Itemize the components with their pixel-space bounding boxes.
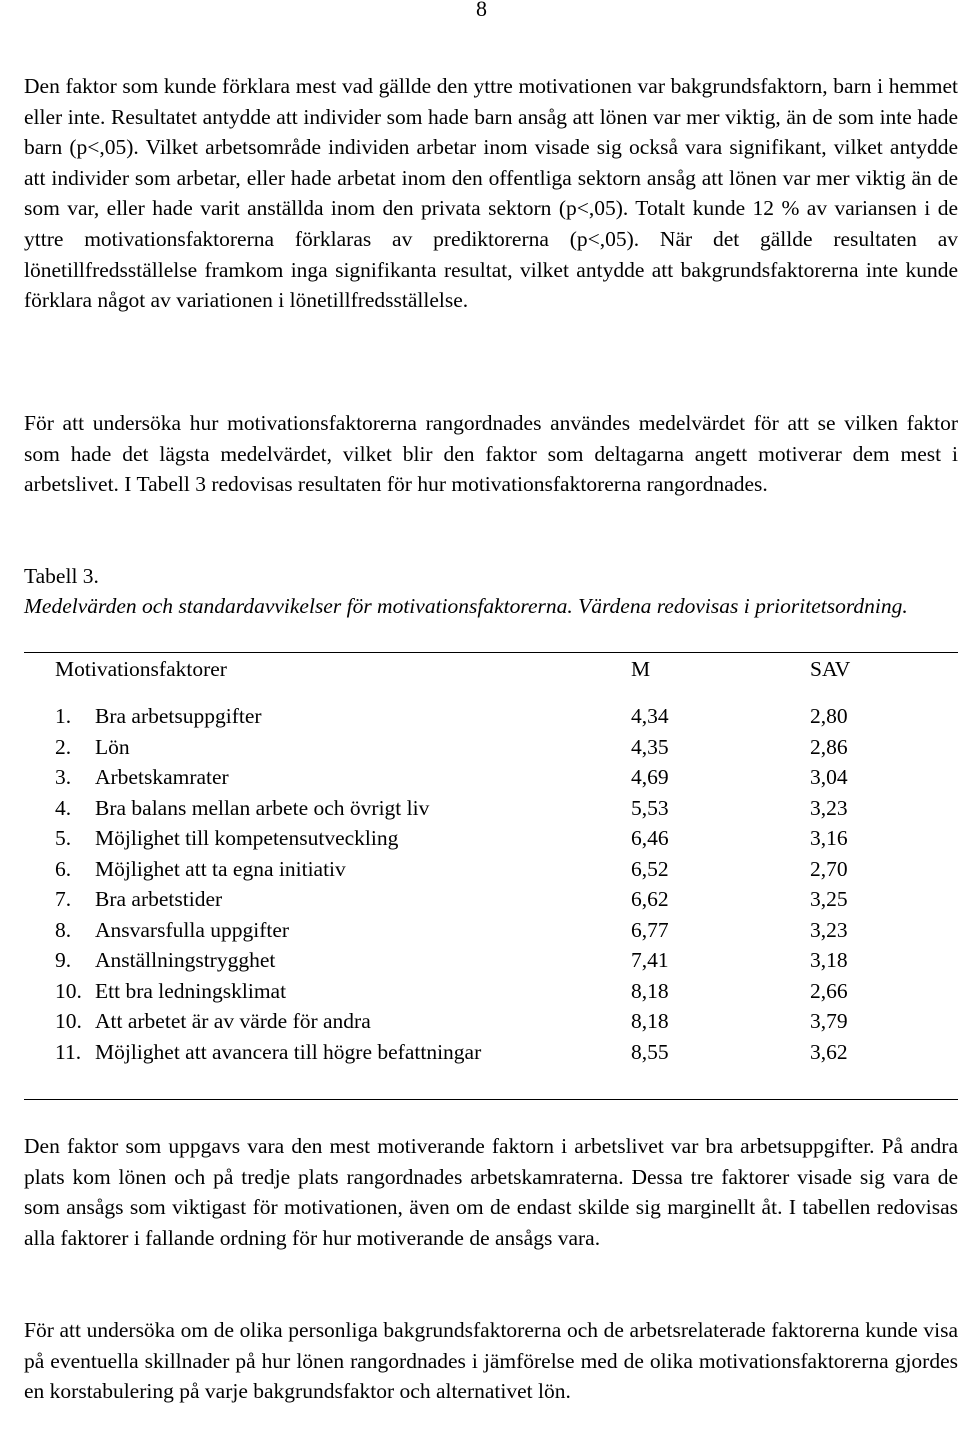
table-row xyxy=(0,762,960,793)
table-top-rule xyxy=(24,652,958,653)
rank-number: 6. xyxy=(55,856,72,881)
table-header-factor: Motivationsfaktorer xyxy=(55,657,227,681)
paragraph-extrinsic-motivation: Den faktor som kunde förklara mest vad gällde den yttre motivationen var bakgrundsfaktorn, barn i hemmet eller inte. Resultatet antydde att individer som hade barn ansåg att lönen var mer viktig, än de som inte hade barn (p<,05). Vilket arbetsområde individen arbetar inom visade sig också vara signifikant, vilket antydde att individer som arbetar, eller hade arbetat inom den offentliga sektorn ansåg att lönen var mer viktig än de som var, eller hade varit anställda inom den privata sektorn (p<,05). Totalt kunde 12 % av variansen i de yttre motivationsfaktorerna förklaras av prediktorerna (p<,05). När det gällde resultaten av lönetillfredsställelse framkom inga signifikanta resultat, vilket antydde att bakgrundsfaktorerna inte kunde förklara något av variationen i lönetillfredsställelse. xyxy=(24,74,958,313)
rank-number: 10. xyxy=(55,1009,82,1033)
sd-value: 3,04 xyxy=(810,765,848,789)
table-row xyxy=(0,854,960,885)
rank-number: 4. xyxy=(55,795,72,820)
table-body xyxy=(0,701,960,1098)
factor-label: Anställningstrygghet xyxy=(95,948,276,972)
table-row xyxy=(0,1037,960,1098)
table-label: Tabell 3. xyxy=(24,564,99,588)
rank-number: 3. xyxy=(55,765,72,789)
rank-number: 5. xyxy=(55,826,72,850)
table-row xyxy=(0,915,960,946)
mean-value: 6,46 xyxy=(631,826,669,850)
paragraph-crosstab: För att undersöka om de olika personliga bakgrundsfaktorerna och de arbetsrelaterade faktorerna kunde visa på eventuella skillnader på hur lönen rangordnades i jämförelse med de olika motivationsfaktorerna gjordes en korstabulering på varje bakgrundsfaktor och alternativet lön. xyxy=(24,1318,958,1404)
sd-value: 2,86 xyxy=(810,734,848,759)
table-header-mean: M xyxy=(631,657,651,681)
factor-label: Bra arbetstider xyxy=(95,887,223,911)
rank-number: 10. xyxy=(55,978,82,1003)
mean-value: 7,41 xyxy=(631,948,669,972)
paragraph-ranking-results: Den faktor som uppgavs vara den mest motiverande faktorn i arbetslivet var bra arbetsuppgifter. På andra plats kom lönen och på tredje plats rangordnades arbetskamraterna. Dessa tre faktorer visade sig vara de som ansågs som viktigast för motivationen, även om de endast skilde sig marginellt åt. I tabellen redovisas alla faktorer i fallande ordning för hur motiverande de ansågs vara. xyxy=(24,1134,958,1250)
sd-value: 3,23 xyxy=(810,795,848,820)
sd-value: 2,66 xyxy=(810,978,848,1003)
mean-value: 8,55 xyxy=(631,1039,669,1064)
table-bottom-rule xyxy=(24,1099,958,1100)
factor-label: Möjlighet att ta egna initiativ xyxy=(95,856,346,881)
table-header-sd: SAV xyxy=(810,657,851,681)
factor-label: Ansvarsfulla uppgifter xyxy=(95,917,290,942)
table-row xyxy=(0,945,960,976)
table-row xyxy=(0,884,960,915)
sd-value: 2,80 xyxy=(810,704,848,728)
sd-value: 3,79 xyxy=(810,1009,848,1033)
table-row xyxy=(0,732,960,763)
factor-label: Lön xyxy=(95,734,130,759)
rank-number: 2. xyxy=(55,734,72,759)
sd-value: 3,25 xyxy=(810,887,848,911)
sd-value: 3,23 xyxy=(810,917,848,942)
page-number: 8 xyxy=(476,0,487,21)
mean-value: 8,18 xyxy=(631,1009,669,1033)
paragraph-ranking-method: För att undersöka hur motivationsfaktorerna rangordnades användes medelvärdet för att se vilken faktor som hade det lägsta medelvärdet, vilket blir den faktor som deltagarna angett motiverar dem mest i arbetslivet. I Tabell 3 redovisas resultaten för hur motivationsfaktorerna rangordnades. xyxy=(24,411,958,497)
rank-number: 9. xyxy=(55,948,72,972)
mean-value: 5,53 xyxy=(631,795,669,820)
rank-number: 8. xyxy=(55,917,72,942)
mean-value: 4,35 xyxy=(631,734,669,759)
factor-label: Möjlighet att avancera till högre befattningar xyxy=(95,1039,482,1064)
factor-label: Bra balans mellan arbete och övrigt liv xyxy=(95,795,430,820)
table-row xyxy=(0,976,960,1007)
rank-number: 1. xyxy=(55,704,72,728)
factor-label: Bra arbetsuppgifter xyxy=(95,704,262,728)
table-row xyxy=(0,1006,960,1037)
mean-value: 6,62 xyxy=(631,887,669,911)
sd-value: 2,70 xyxy=(810,856,848,881)
sd-value: 3,18 xyxy=(810,948,848,972)
table-row xyxy=(0,701,960,732)
table-caption: Medelvärden och standardavvikelser för motivationsfaktorerna. Värdena redovisas i prioritetsordning. xyxy=(24,594,908,618)
mean-value: 4,69 xyxy=(631,765,669,789)
rank-number: 7. xyxy=(55,887,72,911)
table-row xyxy=(0,793,960,824)
mean-value: 6,77 xyxy=(631,917,669,942)
rank-number: 11. xyxy=(55,1039,82,1064)
factor-label: Att arbetet är av värde för andra xyxy=(95,1009,371,1033)
factor-label: Möjlighet till kompetensutveckling xyxy=(95,826,399,850)
factor-label: Ett bra ledningsklimat xyxy=(95,978,287,1003)
sd-value: 3,16 xyxy=(810,826,848,850)
sd-value: 3,62 xyxy=(810,1039,848,1064)
mean-value: 8,18 xyxy=(631,978,669,1003)
mean-value: 6,52 xyxy=(631,856,669,881)
table-row xyxy=(0,823,960,854)
factor-label: Arbetskamrater xyxy=(95,765,229,789)
mean-value: 4,34 xyxy=(631,704,669,728)
